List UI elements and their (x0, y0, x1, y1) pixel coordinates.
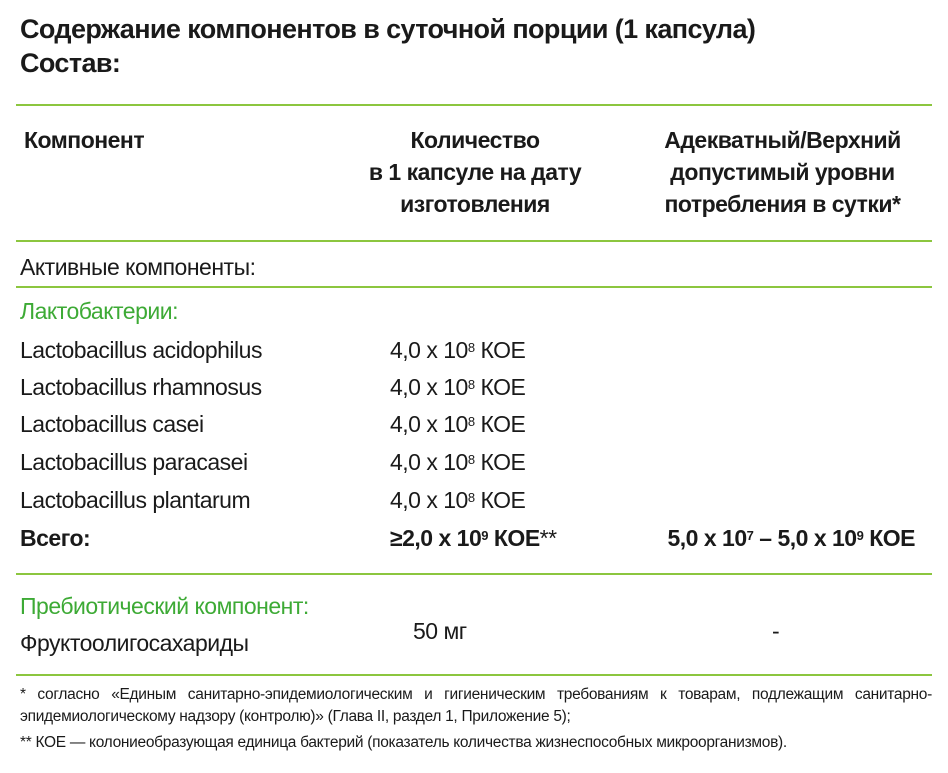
title-line-2: Состав: (20, 48, 121, 78)
adeq-b-exponent: 9 (856, 528, 864, 543)
qty-unit: КОЕ (474, 487, 526, 513)
header-quantity-line-2: в 1 капсуле на дату (368, 159, 582, 185)
total-qty-unit: КОЕ (488, 525, 540, 551)
strain-quantity (390, 335, 525, 365)
footnote-1: * согласно «Единым санитарно-эпидемиологическим и гигиеническим требованиям к товарам, подлежащим санитарно-эпидемиологическому надзору (контролю)» (Глава II, раздел 1, Приложение 5); (20, 686, 932, 725)
qty-exponent: 8 (467, 414, 475, 429)
total-qty-exponent: 9 (481, 528, 488, 543)
strain-name: Lactobacillus rhamnosus (20, 374, 262, 400)
total-adequate-range (668, 523, 916, 553)
prebiotic-quantity: 50 мг (413, 618, 467, 644)
divider-active (16, 286, 932, 288)
lactobacteria-label: Лактобактерии: (20, 298, 178, 324)
qty-exponent: 8 (467, 490, 475, 505)
strain-quantity (390, 409, 525, 439)
total-quantity (390, 523, 557, 553)
strain-name: Lactobacillus paracasei (20, 449, 248, 475)
title-line-1: Содержание компонентов в суточной порции (1 капсула) (20, 14, 756, 44)
header-adequate-line-2: допустимый уровни (670, 159, 895, 185)
divider-top (16, 104, 932, 106)
active-components-label: Активные компоненты: (20, 254, 256, 280)
qty-unit: КОЕ (474, 374, 526, 400)
strain-name: Lactobacillus plantarum (20, 487, 251, 513)
total-qty-note: ** (539, 525, 557, 551)
header-quantity (330, 124, 620, 220)
header-adequate-line-3: потребления в сутки* (664, 191, 901, 217)
qty-unit: КОЕ (474, 449, 526, 475)
qty-exponent: 8 (467, 452, 475, 467)
strain-name: Lactobacillus acidophilus (20, 337, 262, 363)
prebiotic-adequate: - (772, 618, 780, 644)
adeq-a-exponent: 7 (746, 528, 754, 543)
header-adequate-line-1: Адекватный/Верхний (664, 127, 901, 153)
strain-quantity (390, 372, 525, 402)
header-adequate-level (620, 124, 945, 220)
footnote-2: ** КОЕ — колониеобразующая единица бактерий (показатель количества жизнеспособных микроорганизмов). (20, 734, 787, 751)
adeq-b-base: 5,0 x 10 (777, 525, 857, 551)
qty-unit: КОЕ (474, 411, 526, 437)
document-title (20, 12, 930, 80)
qty-base: 4,0 x 10 (390, 487, 468, 513)
prebiotic-label: Пребиотический компонент: (20, 593, 309, 619)
prebiotic-name: Фруктоолигосахариды (20, 630, 249, 656)
qty-base: 4,0 x 10 (390, 449, 468, 475)
adeq-unit: КОЕ (863, 525, 915, 551)
qty-exponent: 8 (467, 340, 475, 355)
header-quantity-line-3: изготовления (400, 191, 550, 217)
divider-bottom (16, 674, 932, 676)
strain-quantity (390, 485, 525, 515)
qty-base: 4,0 x 10 (390, 374, 468, 400)
qty-unit: КОЕ (474, 337, 526, 363)
qty-base: 4,0 x 10 (390, 337, 468, 363)
header-component: Компонент (24, 127, 145, 153)
strain-name: Lactobacillus casei (20, 411, 204, 437)
qty-base: 4,0 x 10 (390, 411, 468, 437)
qty-exponent: 8 (467, 377, 475, 392)
divider-header (16, 240, 932, 242)
total-label: Всего: (20, 525, 91, 551)
header-quantity-line-1: Количество (410, 127, 540, 153)
total-qty-base: ≥2,0 x 10 (390, 525, 482, 551)
adeq-a-base: 5,0 x 10 (667, 525, 747, 551)
strain-quantity (390, 447, 525, 477)
adeq-separator: – (753, 525, 778, 551)
divider-total (16, 573, 932, 575)
